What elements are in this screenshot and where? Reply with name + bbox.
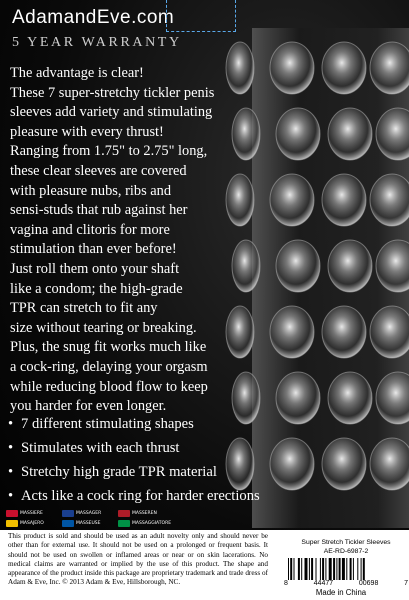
description-line: TPR can stretch to fit any bbox=[10, 300, 158, 317]
feature-text: Stimulates with each thrust bbox=[21, 440, 180, 456]
description-line: vagina and clitoris for more bbox=[10, 221, 170, 238]
feature-text: Stretchy high grade TPR material bbox=[21, 464, 217, 480]
barcode-digit: 44477 bbox=[313, 580, 334, 587]
description-line: Ranging from 1.75" to 2.75" long, bbox=[10, 143, 208, 160]
flag-icon bbox=[118, 510, 130, 517]
feature-list bbox=[8, 416, 260, 512]
language-flags bbox=[6, 509, 186, 529]
description-line: these clear sleeves are covered bbox=[10, 162, 187, 179]
barcode bbox=[286, 558, 404, 580]
description-line: Just roll them onto your shaft bbox=[10, 260, 180, 277]
description-line: like a condom; the high-grade bbox=[10, 280, 183, 297]
flag-label: MASSAGGIATORE bbox=[132, 520, 172, 526]
bullet-dot-icon: • bbox=[8, 488, 14, 504]
flag-label: MASSEUSE bbox=[76, 520, 101, 526]
bullet-dot-icon: • bbox=[8, 416, 14, 432]
description-line: while reducing blood flow to keep bbox=[10, 378, 208, 395]
made-in-label: Made in China bbox=[315, 588, 367, 597]
flag-label: MASSIERE bbox=[20, 510, 43, 516]
description-line: you harder for even longer. bbox=[10, 398, 167, 415]
cut-line bbox=[166, 0, 236, 32]
flag-label: MASSEREN bbox=[132, 510, 157, 516]
feature-text: 7 different stimulating shapes bbox=[21, 416, 194, 432]
language-flag bbox=[6, 509, 43, 517]
barcode-digit: 8 bbox=[284, 580, 288, 587]
description-line: pleasure with every thrust! bbox=[10, 123, 164, 140]
feature-item bbox=[8, 464, 260, 488]
product-description bbox=[10, 64, 320, 417]
language-flag bbox=[118, 509, 157, 517]
warranty-text: 5 YEAR WARRANTY bbox=[12, 35, 182, 50]
flag-icon bbox=[6, 520, 18, 527]
flag-label: MASAJERO bbox=[20, 520, 44, 526]
barcode-digit: 7 bbox=[404, 580, 408, 587]
feature-item bbox=[8, 416, 260, 440]
language-flag bbox=[62, 509, 101, 517]
flag-label: MASSAGER bbox=[76, 510, 102, 516]
flag-icon bbox=[62, 510, 74, 517]
bullet-dot-icon: • bbox=[8, 464, 14, 480]
barcode-digit: 00698 bbox=[358, 580, 379, 587]
barcode-number bbox=[284, 580, 408, 587]
feature-text: Acts like a cock ring for harder erections bbox=[21, 488, 260, 504]
description-line: sleeves add variety and stimulating bbox=[10, 104, 213, 121]
flag-icon bbox=[62, 520, 74, 527]
language-flag bbox=[118, 519, 171, 527]
flag-icon bbox=[118, 520, 130, 527]
description-line: sensi-studs that rub against her bbox=[10, 202, 188, 219]
description-line: stimulation than ever before! bbox=[10, 241, 177, 258]
bullet-dot-icon: • bbox=[8, 440, 14, 456]
feature-item bbox=[8, 440, 260, 464]
description-line: These 7 super-stretchy tickler penis bbox=[10, 84, 215, 101]
description-line: size without tearing or breaking. bbox=[10, 319, 197, 336]
brand-logo: AdamandEve.com bbox=[12, 7, 175, 28]
description-line: a cock-ring, delaying your orgasm bbox=[10, 358, 208, 375]
disclaimer-text: This product is sold and should be used as an adult novelty only and should never be other than for external use. It should not be used on a prolonged or frequent basis. It should not be used on swollen or inflamed areas or near or on skin lacerations. No medical claims are warranted or implied by the use of this product. The shape and appearance of the product inside this package are proprietary trademark and trade dress of Adam & Eve, Inc. © 2013 Adam & Eve, Hillsborough, NC. bbox=[0, 530, 274, 600]
description-line: The advantage is clear! bbox=[10, 65, 144, 81]
product-code: AE-RD-6987-2 bbox=[323, 548, 369, 555]
description-line: with pleasure nubs, ribs and bbox=[10, 182, 172, 199]
description-line: Plus, the snug fit works much like bbox=[10, 339, 207, 356]
flag-icon bbox=[6, 510, 18, 517]
language-flag bbox=[62, 519, 101, 527]
product-name: Super Stretch Tickler Sleeves bbox=[301, 539, 391, 546]
language-flag bbox=[6, 519, 44, 527]
